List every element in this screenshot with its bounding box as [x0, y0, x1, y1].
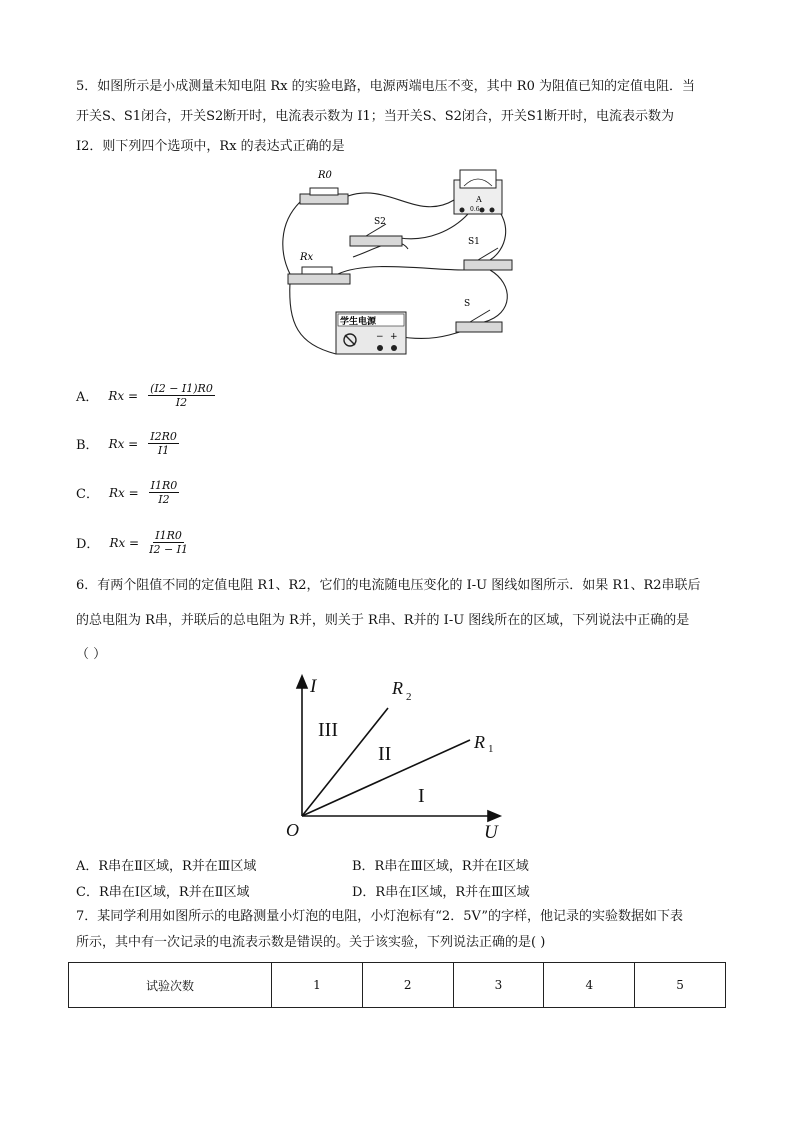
table-cell: 3 [453, 963, 544, 1008]
r1-sub: 1 [488, 743, 494, 755]
fraction [149, 479, 180, 506]
q6-option-a[interactable]: A．R串在Ⅱ区域，R并在Ⅲ区域 [76, 859, 257, 874]
numerator: I1R0 [155, 529, 182, 542]
q5-line1: 5．如图所示是小成测量未知电阻 Rx 的实验电路，电源两端电压不变，其中 R0 为阻值已知的定值电阻．当 [76, 79, 695, 94]
wire [484, 270, 507, 322]
q6-iu-graph [280, 670, 510, 846]
q7-data-table [68, 962, 726, 1008]
wire [400, 214, 468, 239]
q6-line3: （ ） [76, 647, 107, 662]
q7-line1: 7．某同学利用如图所示的电路测量小灯泡的电阻，小灯泡标有“2．5V”的字样，他记录的实验数据如下表 [76, 909, 683, 924]
x-axis-arrow [488, 811, 500, 821]
numerator: I1R0 [150, 479, 178, 492]
ammeter-label: A [476, 195, 482, 204]
option-lhs: Rx = [108, 388, 139, 403]
numerator: (I2 − I1)R0 [150, 382, 213, 395]
wire [290, 282, 336, 354]
q6-option-b[interactable]: B．R串在Ⅲ区域，R并在Ⅰ区域 [352, 859, 529, 874]
denominator: I2 [175, 396, 188, 409]
y-axis-label: I [310, 676, 317, 697]
q5-line2: 开关S、S1闭合，开关S2断开时，电流表示数为 I1；当开关S、S2闭合，开关S1断开时，电流表示数为 [76, 109, 675, 124]
y-axis-arrow [297, 676, 307, 688]
switch-s [456, 299, 502, 332]
label-s: S [464, 299, 471, 309]
switch-s1 [464, 237, 512, 270]
label-s1: S1 [468, 237, 480, 247]
q6-line2: 的总电阻为 R串，并联后的总电阻为 R并，则关于 R串、R并的 I-U 图线所在的区域，下列说法中正确的是 [76, 613, 690, 628]
label-s2: S2 [374, 217, 386, 227]
denominator: I2 − I1 [149, 543, 189, 556]
table-row [69, 963, 726, 1008]
table-cell: 1 [272, 963, 363, 1008]
wire [283, 202, 300, 274]
r2-label: R [392, 678, 403, 698]
switch-s2 [350, 217, 402, 246]
option-letter: C． [76, 487, 99, 502]
option-lhs: Rx = [108, 485, 139, 500]
q5-option-a[interactable] [76, 382, 215, 409]
label-rx: Rx [300, 252, 314, 263]
resistor-r0 [300, 170, 348, 204]
table-cell: 5 [635, 963, 726, 1008]
q6-option-c[interactable]: C．R串在Ⅰ区域，R并在Ⅱ区域 [76, 885, 250, 900]
origin-label: O [286, 820, 299, 840]
q5-line3: I2．则下列四个选项中，Rx 的表达式正确的是 [76, 139, 345, 154]
region-3-label: III [318, 719, 338, 741]
region-1-label: I [418, 785, 425, 807]
q6-line1: 6．有两个阻值不同的定值电阻 R1、R2，它们的电流随电压变化的 I-U 图线如图所示．如果 R1、R2串联后 [76, 578, 701, 593]
fraction [148, 430, 179, 457]
wire [338, 267, 464, 274]
power-label: 学生电源 [340, 317, 377, 327]
fraction [149, 529, 188, 556]
q6-option-d[interactable]: D．R串在Ⅰ区域，R并在Ⅲ区域 [352, 885, 530, 900]
option-lhs: Rx = [108, 436, 139, 451]
region-2-label: II [378, 743, 392, 765]
minus-label: − [376, 332, 384, 342]
q5-option-d[interactable] [76, 529, 188, 556]
numerator: I2R0 [150, 430, 177, 443]
table-header-cell: 试验次数 [69, 963, 272, 1008]
label-r0: R0 [318, 170, 332, 181]
q5-option-c[interactable] [76, 479, 179, 506]
option-letter: D． [76, 537, 100, 552]
r1-label: R [474, 732, 485, 752]
option-lhs: Rx = [109, 535, 140, 550]
line-r2 [302, 708, 388, 816]
ammeter [454, 170, 502, 214]
option-letter: B． [76, 438, 99, 453]
q5-circuit-figure [278, 164, 518, 370]
power-supply [336, 312, 406, 354]
r2-sub: 2 [406, 691, 412, 703]
wire [348, 193, 454, 207]
denominator: I2 [158, 493, 170, 506]
table-cell: 4 [544, 963, 635, 1008]
q5-option-b[interactable] [76, 430, 179, 457]
ammeter-scale: 0.6 [470, 206, 480, 213]
option-letter: A． [76, 390, 99, 405]
fraction [148, 382, 215, 409]
plus-label: + [390, 332, 398, 342]
table-cell: 2 [362, 963, 453, 1008]
resistor-rx [288, 252, 350, 284]
q7-line2: 所示，其中有一次记录的电流表示数是错误的。关于该实验，下列说法正确的是( ) [76, 935, 546, 950]
x-axis-label: U [484, 822, 498, 843]
denominator: I1 [157, 444, 170, 457]
